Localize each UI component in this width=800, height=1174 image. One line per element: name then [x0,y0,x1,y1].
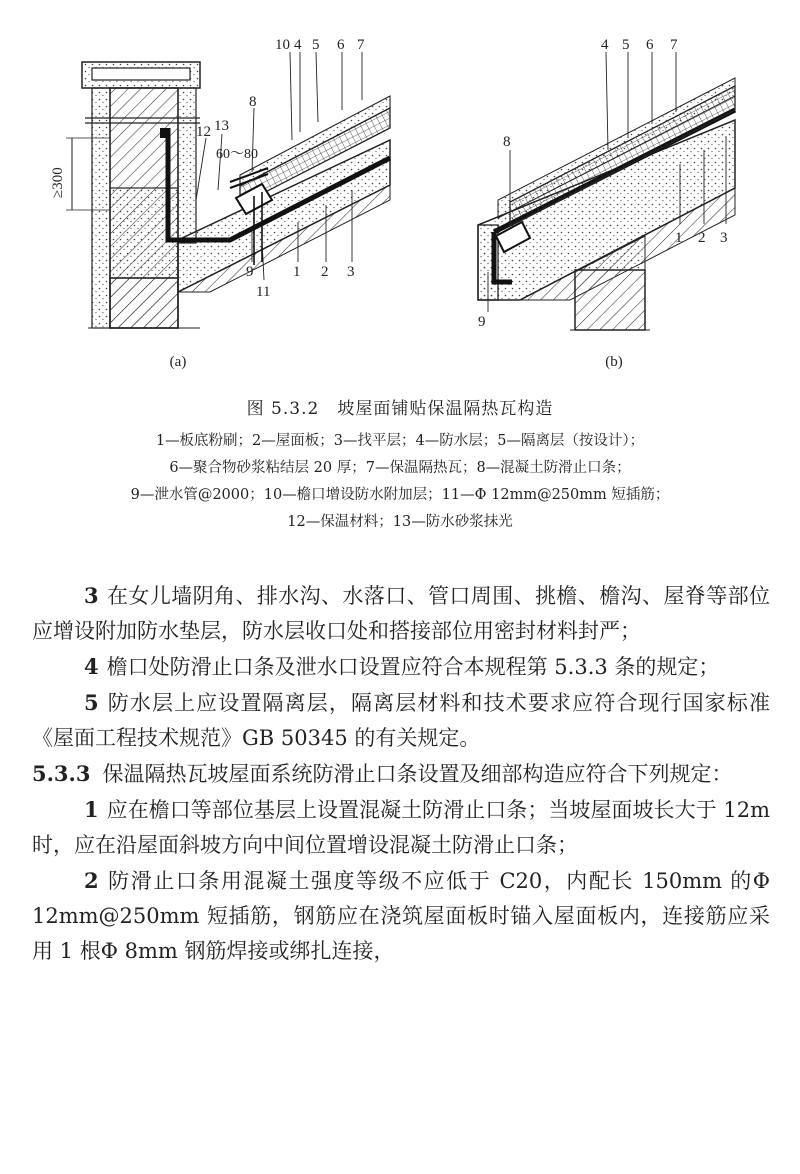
callout-b-4: 4 [601,37,609,53]
item-number: 2 [84,868,99,893]
callout-b-7: 7 [670,37,678,53]
dim-60-80: 60～80 [216,147,258,162]
item-text: 在女儿墙阴角、排水沟、水落口、管口周围、挑檐、檐沟、屋脊等部位应增设附加防水垫层，防水层收口处和搭接部位用密封材料封严； [32,584,770,643]
figure-legend-line: 1—板底粉刷；2—屋面板；3—找平层；4—防水层；5—隔离层（按设计）； [155,433,645,449]
section-text: 保温隔热瓦坡屋面系统防滑止口条设置及细部构造应符合下列规定： [102,762,733,786]
item-number: 5 [84,690,99,715]
item-number: 4 [84,654,99,679]
callout-b-1: 1 [675,230,683,246]
callout-b-9: 9 [478,314,486,330]
item-text: 防滑止口条用混凝土强度等级不应低于 C20，内配长 150mm 的Φ 12mm@250mm 短插筋，钢筋应在浇筑屋面板时锚入屋面板内，连接筋应采用 1 根Φ 8mm 钢筋焊接或绑扎连接， [32,869,770,963]
callout-a-7: 7 [357,37,365,53]
callout-a-12: 12 [196,124,211,140]
construction-detail-figure [0,0,800,385]
section-clause [32,756,770,792]
callout-b-3: 3 [720,230,728,246]
clause-item [32,863,770,969]
figure-drawing [0,0,800,385]
body-text [32,578,770,969]
dim-300: ≥300 [50,167,66,198]
callout-b-8: 8 [503,134,511,150]
figure-legend-line: 9—泄水管@2000；10—檐口增设防水附加层；11—Φ 12mm@250mm 短插筋； [130,487,670,503]
callout-a-9: 9 [246,264,254,280]
clause-item [32,578,770,649]
callout-a-6: 6 [337,37,345,53]
callout-a-10: 10 [275,37,290,53]
item-text: 应在檐口等部位基层上设置混凝土防滑止口条；当坡屋面坡长大于 12m 时，应在沿屋面斜坡方向中间位置增设混凝土防滑止口条； [32,798,770,857]
figure-caption-title: 图 5.3.2 坡屋面铺贴保温隔热瓦构造 [246,399,554,419]
callout-a-11: 11 [256,284,271,300]
clause-item [32,649,770,685]
callout-a-5: 5 [312,37,320,53]
item-text: 檐口处防滑止口条及泄水口设置应符合本规程第 5.3.3 条的规定； [106,655,720,679]
clause-item [32,685,770,756]
callout-b-5: 5 [622,37,630,53]
item-number: 3 [84,583,99,608]
callout-a-13: 13 [214,118,229,134]
callout-b-2: 2 [698,230,706,246]
panel-a-drawing [50,37,390,370]
callout-a-2: 2 [321,264,329,280]
callout-a-4: 4 [294,37,302,53]
panel-b-drawing [478,37,735,370]
item-text: 防水层上应设置隔离层，隔离层材料和技术要求应符合现行国家标准《屋面工程技术规范》GB 50345 的有关规定。 [32,691,770,750]
clause-item [32,792,770,863]
section-number: 5.3.3 [32,761,91,786]
panel-b-label: (b) [605,354,623,370]
callout-a-8: 8 [249,94,257,110]
callout-b-6: 6 [646,37,654,53]
item-number: 1 [84,797,99,822]
callout-a-1: 1 [293,264,301,280]
callout-a-3: 3 [347,264,355,280]
panel-a-label: (a) [169,354,187,370]
figure-legend-line: 12—保温材料；13—防水砂浆抹光 [287,514,513,530]
figure-legend-line: 6—聚合物砂浆粘结层 20 厚；7—保温隔热瓦；8—混凝土防滑止口条； [169,460,631,476]
